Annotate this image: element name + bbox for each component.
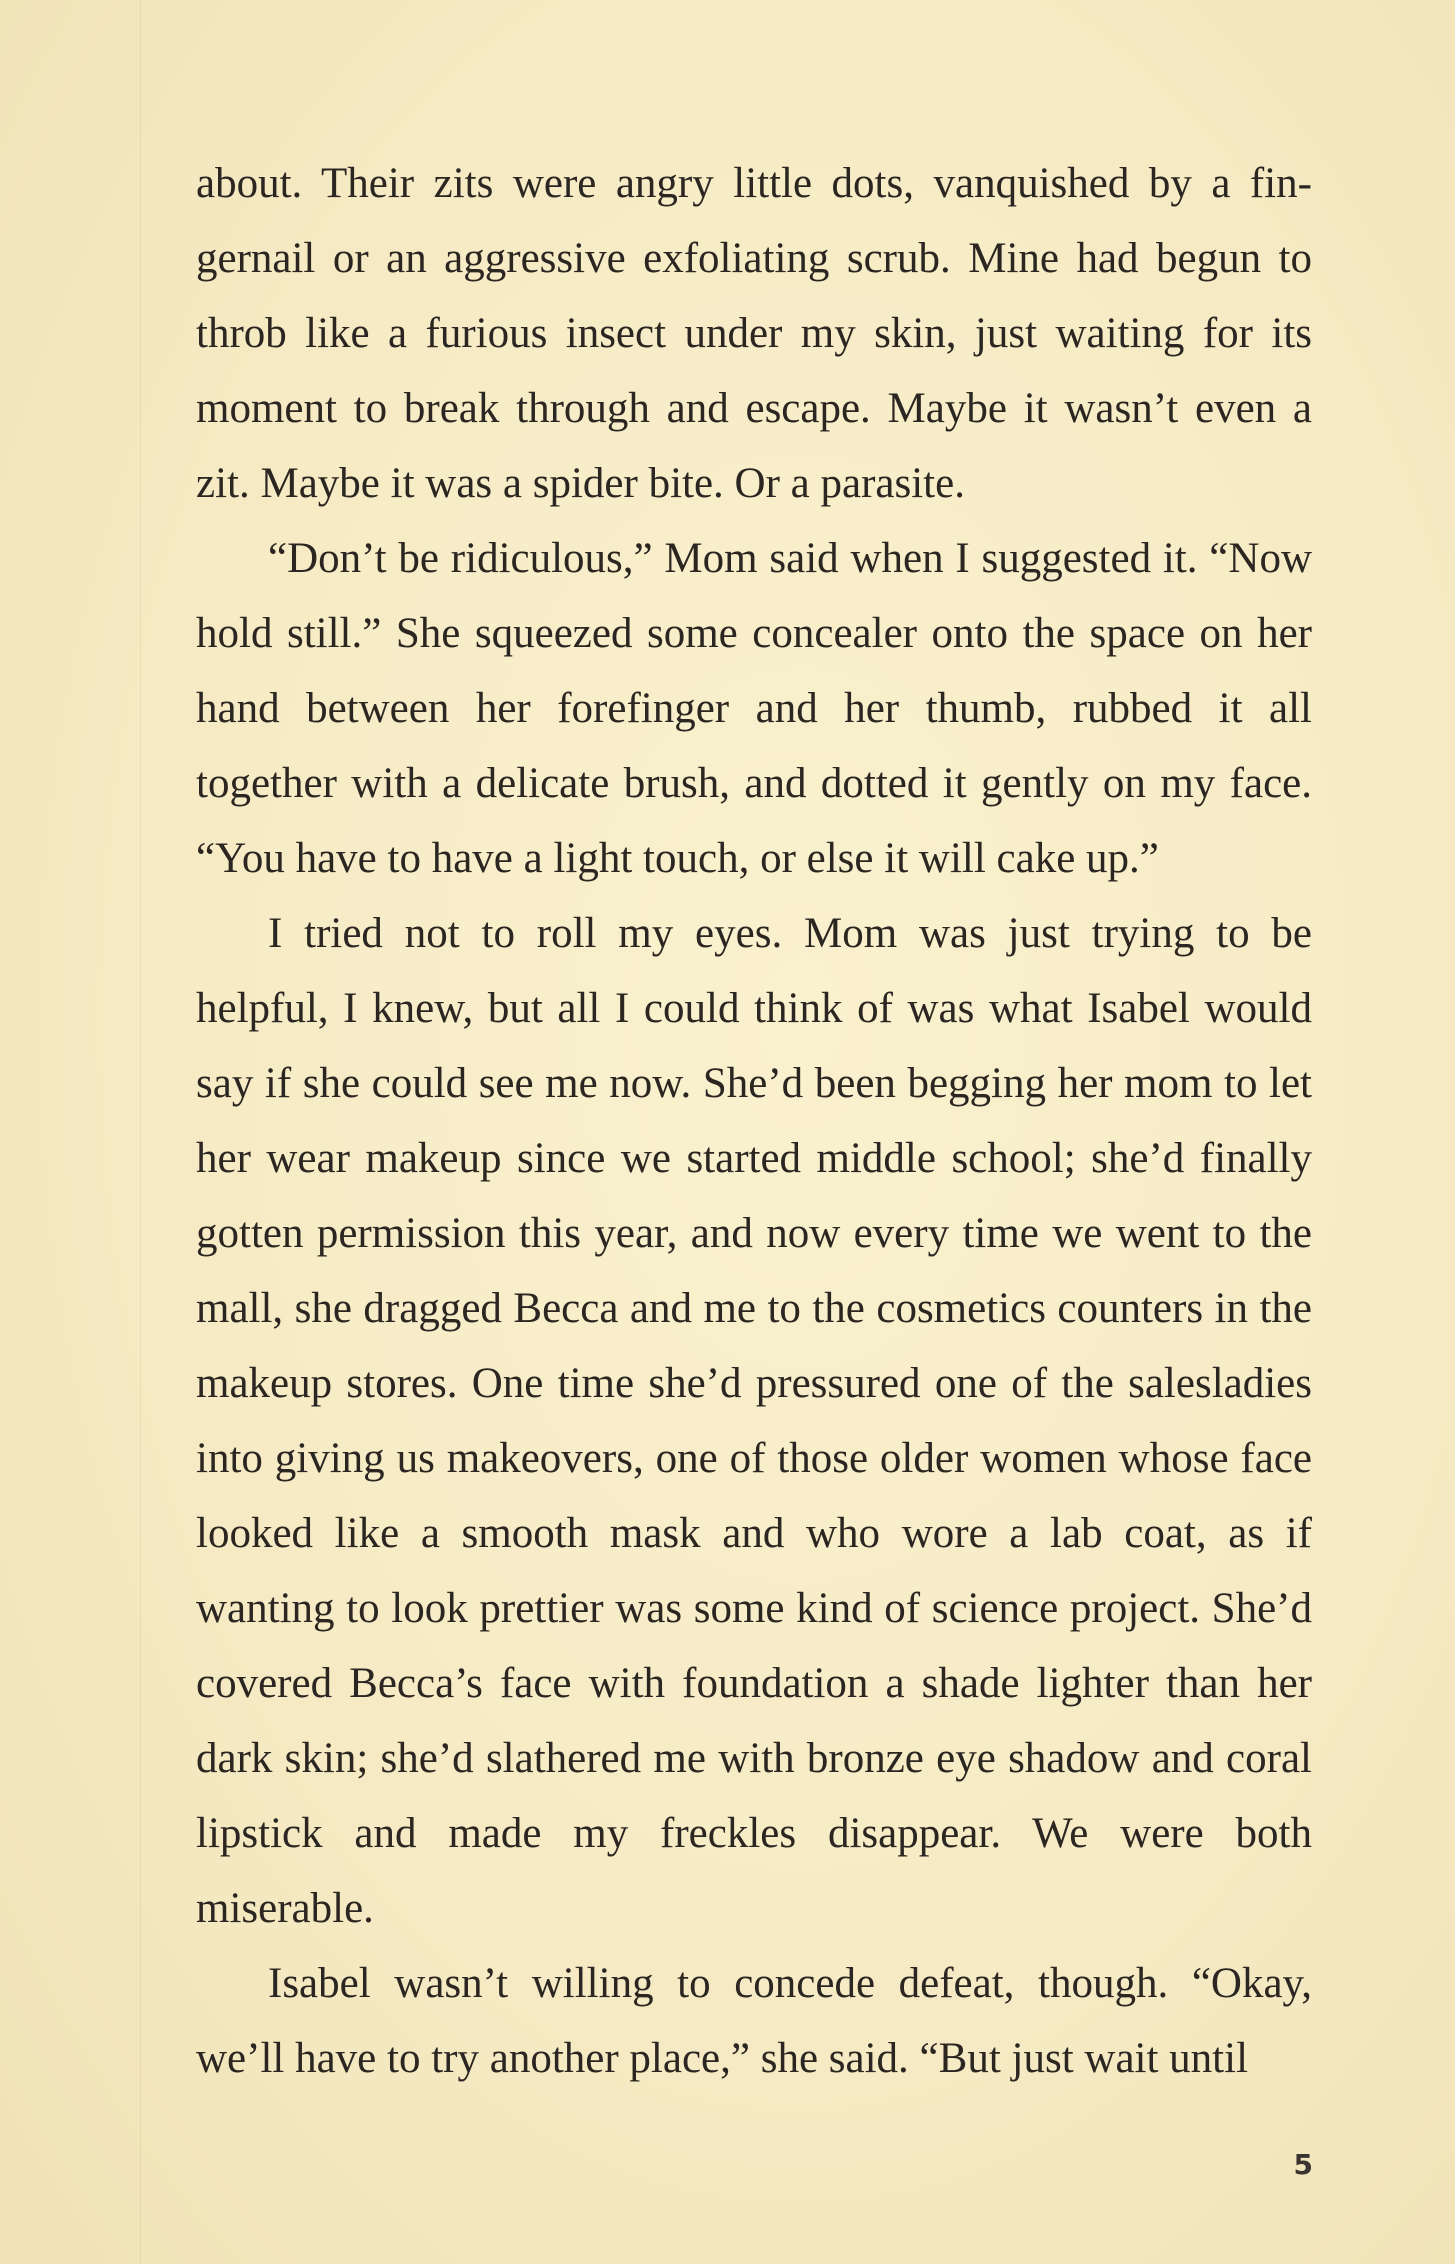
paragraph-2: “Don’t be ridiculous,” Mom said when I suggested it. “Now hold still.” She squeezed some concealer onto the space on her hand between her forefinger and her thumb, rubbed it all together with a delicate brush, and dotted it gently on my face. “You have to have a light touch, or else it will cake up.” <box>196 535 1312 882</box>
page-gutter-shadow <box>140 0 141 2264</box>
page-number: 5 <box>1293 2148 1313 2181</box>
paragraph-1: about. Their zits were angry little dots, vanquished by a fingernail or an aggressive exfoliating scrub. Mine had begun to throb like a furious insect under my skin, just waiting for its moment to break through and escape. Maybe it wasn’t even a zit. Maybe it was a spider bite. Or a parasite. <box>196 160 1312 507</box>
body-text <box>196 146 1312 2096</box>
paragraph-3: I tried not to roll my eyes. Mom was just trying to be helpful, I knew, but all I could think of was what Isabel would say if she could see me now. She’d been begging her mom to let her wear makeup since we started middle school; she’d finally gotten permission this year, and now every time we went to the mall, she dragged Becca and me to the cosmetics counters in the makeup stores. One time she’d pressured one of the salesladies into giving us makeovers, one of those older women whose face looked like a smooth mask and who wore a lab coat, as if wanting to look prettier was some kind of science project. She’d covered Becca’s face with foundation a shade lighter than her dark skin; she’d slathered me with bronze eye shadow and coral lipstick and made my freckles disappear. We were both miserable. <box>196 910 1312 1932</box>
paragraph-4: Isabel wasn’t willing to concede defeat, though. “Okay, we’ll have to try another place,” she said. “But just wait until <box>196 1960 1312 2082</box>
